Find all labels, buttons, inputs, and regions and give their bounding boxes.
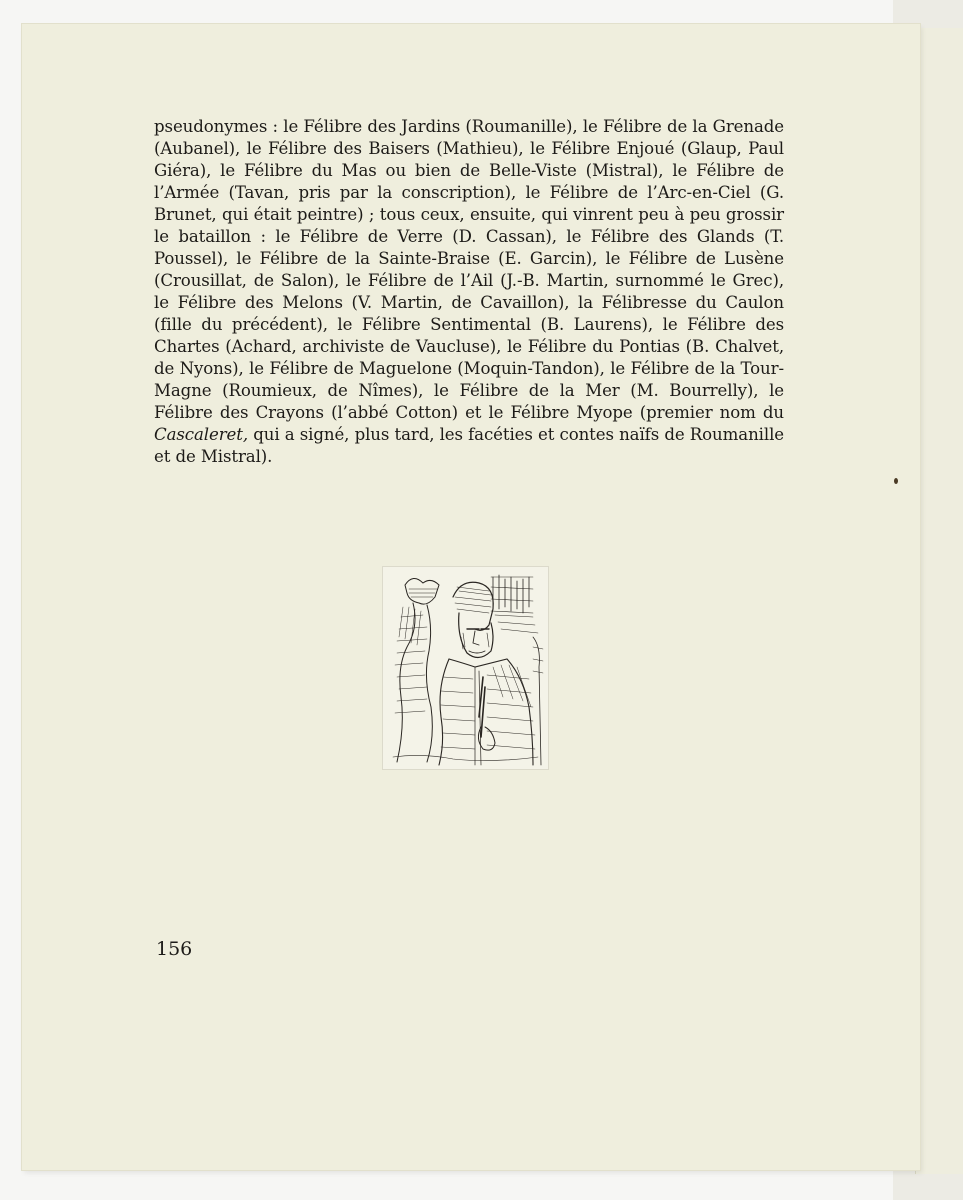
body-text-end: qui a signé, plus tard, les facéties et contes naïfs de Roumanille et de Mistral). (154, 425, 784, 466)
page-number: 156 (156, 938, 193, 960)
etching-drawing (383, 567, 548, 769)
body-text-main: pseudonymes : le Félibre des Jardins (Roumanille), le Félibre de la Grenade (Aubanel), le Félibre des Baisers (Mathieu), le Félibre Enjoué (Glaup, Paul Giéra), le Félibre du Mas ou bien de Belle-Viste (Mistral), le Félibre de l’Armée (Tavan, pris par la conscription), le Félibre de l’Arc-en-Ciel (G. Brunet, qui était peintre) ; tous ceux, ensuite, qui vinrent peu à peu grossir le bataillon : le Félibre de Verre (D. Cassan), le Félibre des Glands (T. Poussel), le Félibre de la Sainte-Braise (E. Garcin), le Félibre de Lusène (Crousillat, de Salon), le Félibre de l’Ail (J.-B. Martin, surnommé le Grec), le Félibre des Melons (V. Martin, de Cavaillon), la Félibresse du Caulon (fille du précédent), le Félibre Sentimental (B. Laurens), le Félibre des Chartes (Achard, archiviste de Vaucluse), le Félibre du Pontias (B. Chalvet, de Nyons), le Félibre de Maguelone (Moquin-Tandon), le Félibre de la Tour-Magne (Roumieux, de Nîmes), le Félibre de la Mer (M. Bourrelly), le Félibre des Crayons (l’abbé Cotton) et le Félibre Myope (premier nom du (154, 117, 784, 422)
etching-illustration (383, 567, 548, 769)
body-text-italic-title: Cascaleret, (154, 425, 249, 444)
facing-page-edge (915, 28, 963, 1174)
paper-speck (894, 478, 898, 484)
body-paragraph (154, 116, 784, 468)
